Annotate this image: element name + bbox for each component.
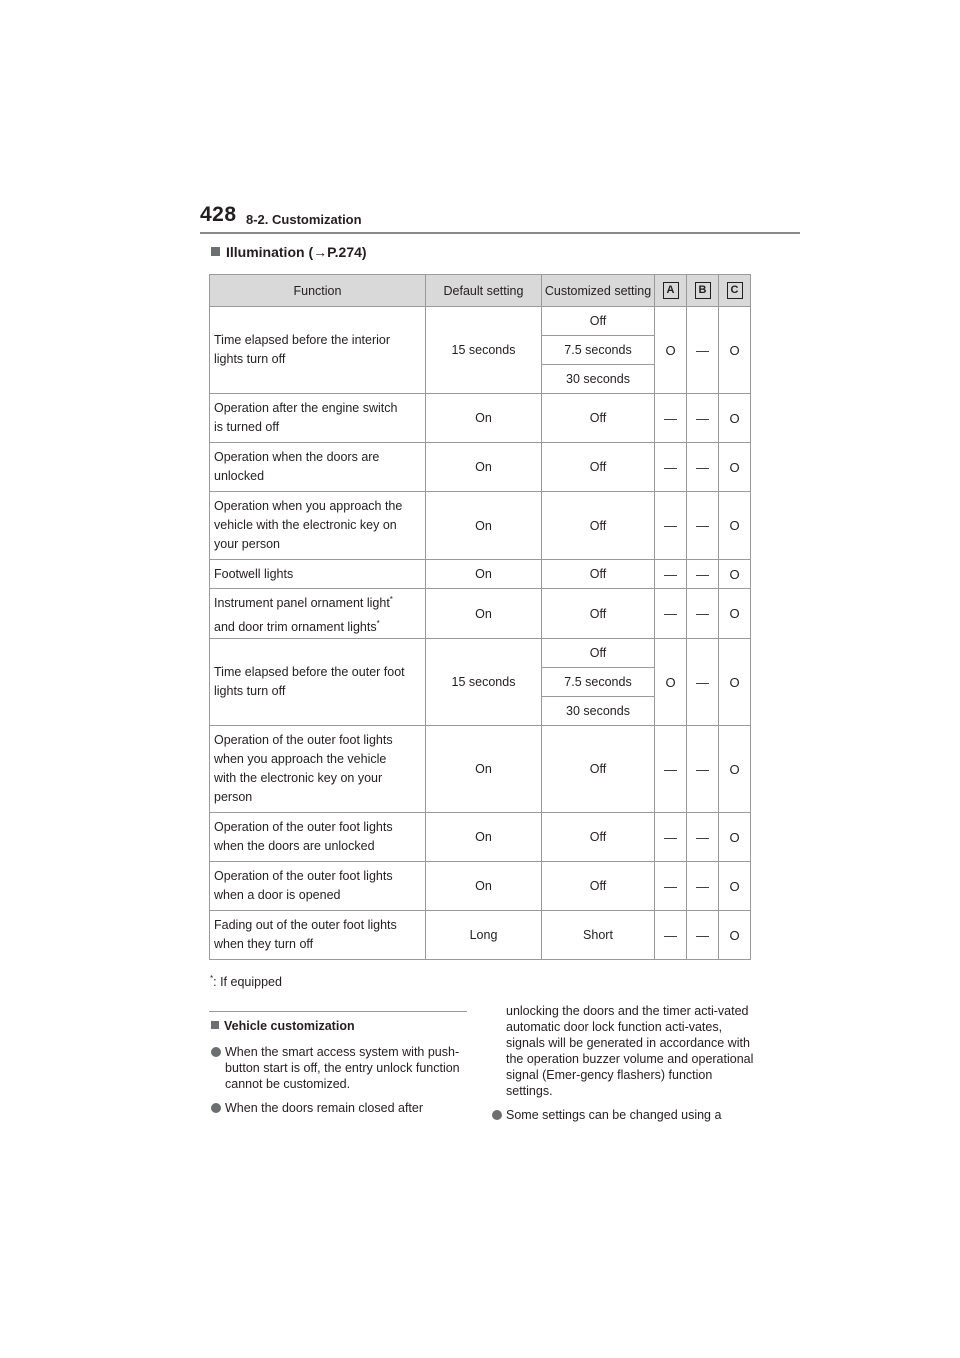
notes-rule: [209, 1011, 467, 1012]
table-row: [210, 589, 751, 639]
default-cell: On: [426, 443, 542, 492]
default-cell: Long: [426, 911, 542, 960]
function-cell: Time elapsed before the interior lights turn off: [210, 307, 426, 394]
function-cell: Operation of the outer foot lights when a door is opened: [210, 862, 426, 911]
option-cell: Off: [542, 560, 655, 589]
table-row: [210, 862, 751, 911]
option-cell: Off: [542, 813, 655, 862]
c-cell: O: [719, 443, 751, 492]
c-cell: O: [719, 394, 751, 443]
note-bullet: Some settings can be changed using a: [492, 1107, 757, 1123]
b-cell: —: [687, 492, 719, 560]
option-cell: Off: [542, 589, 655, 639]
table-row: [210, 639, 751, 668]
header-c: [719, 275, 751, 307]
b-cell: —: [687, 443, 719, 492]
c-cell: O: [719, 862, 751, 911]
c-cell: O: [719, 726, 751, 813]
function-cell: Time elapsed before the outer foot lights turn off: [210, 639, 426, 726]
default-cell: 15 seconds: [426, 639, 542, 726]
table-row: [210, 307, 751, 336]
notes-left-column: [211, 1018, 473, 1124]
table-row: [210, 443, 751, 492]
b-box: B: [695, 282, 711, 299]
option-cell: Short: [542, 911, 655, 960]
note-bullet: When the doors remain closed after: [211, 1100, 473, 1116]
a-box: A: [663, 282, 679, 299]
b-cell: —: [687, 307, 719, 394]
header-default-setting: Default setting: [426, 275, 542, 307]
default-cell: On: [426, 726, 542, 813]
function-cell: Operation after the engine switch is turned off: [210, 394, 426, 443]
a-cell: O: [655, 639, 687, 726]
a-cell: —: [655, 443, 687, 492]
footnote: [210, 974, 282, 989]
option-cell: 30 seconds: [542, 365, 655, 394]
option-cell: Off: [542, 394, 655, 443]
c-cell: O: [719, 589, 751, 639]
bullet-dot-icon: [211, 1047, 221, 1057]
header-rule: [200, 232, 800, 234]
footnote-mark: *: [210, 974, 214, 983]
b-cell: —: [687, 726, 719, 813]
function-cell: Operation of the outer foot lights when the doors are unlocked: [210, 813, 426, 862]
footnote-text: : If equipped: [213, 975, 282, 990]
option-cell: Off: [542, 307, 655, 336]
asterisk-mark: *: [376, 618, 380, 628]
section-title: 8-2. Customization: [246, 212, 362, 227]
c-cell: O: [719, 307, 751, 394]
notes-right-column: [492, 1003, 757, 1131]
note-bullet: When the smart access system with push-button start is off, the entry unlock function cannot be customized.: [211, 1044, 473, 1092]
option-cell: 30 seconds: [542, 697, 655, 726]
table-row: [210, 813, 751, 862]
a-cell: —: [655, 813, 687, 862]
function-cell: Operation when the doors are unlocked: [210, 443, 426, 492]
header-a: [655, 275, 687, 307]
table-row: [210, 726, 751, 813]
default-cell: On: [426, 813, 542, 862]
option-cell: 7.5 seconds: [542, 668, 655, 697]
b-cell: —: [687, 560, 719, 589]
function-cell: Fading out of the outer foot lights when they turn off: [210, 911, 426, 960]
a-cell: —: [655, 726, 687, 813]
function-cell: Instrument panel ornament light* and door trim ornament lights*: [210, 589, 426, 639]
heading-page-ref[interactable]: P.274): [327, 244, 367, 260]
default-cell: On: [426, 589, 542, 639]
section-heading: [211, 244, 367, 260]
a-cell: —: [655, 492, 687, 560]
square-bullet-icon: [211, 1021, 219, 1029]
table-row: [210, 394, 751, 443]
option-cell: Off: [542, 443, 655, 492]
function-cell: Operation when you approach the vehicle with the electronic key on your person: [210, 492, 426, 560]
b-cell: —: [687, 911, 719, 960]
header-customized-setting: Customized setting: [542, 275, 655, 307]
heading-title: Illumination (: [226, 244, 314, 260]
a-cell: O: [655, 307, 687, 394]
table-header-row: [210, 275, 751, 307]
a-cell: —: [655, 560, 687, 589]
page-number: 428: [200, 203, 237, 226]
table-row: [210, 560, 751, 589]
default-cell: On: [426, 394, 542, 443]
option-cell: Off: [542, 639, 655, 668]
c-cell: O: [719, 639, 751, 726]
notes-heading: Vehicle customization: [211, 1018, 473, 1034]
c-cell: O: [719, 911, 751, 960]
a-cell: —: [655, 589, 687, 639]
table-row: [210, 911, 751, 960]
asterisk-mark: *: [389, 595, 393, 605]
b-cell: —: [687, 862, 719, 911]
square-bullet-icon: [211, 247, 220, 256]
header-function: Function: [210, 275, 426, 307]
b-cell: —: [687, 589, 719, 639]
a-cell: —: [655, 911, 687, 960]
option-cell: Off: [542, 492, 655, 560]
default-cell: 15 seconds: [426, 307, 542, 394]
a-cell: —: [655, 862, 687, 911]
bullet-dot-icon: [211, 1103, 221, 1113]
b-cell: —: [687, 813, 719, 862]
settings-table: [209, 274, 751, 960]
c-cell: O: [719, 813, 751, 862]
c-cell: O: [719, 560, 751, 589]
table-row: [210, 492, 751, 560]
option-cell: Off: [542, 726, 655, 813]
c-box: C: [727, 282, 743, 299]
function-cell: Operation of the outer foot lights when you approach the vehicle with the electronic key on your person: [210, 726, 426, 813]
page-header: [200, 203, 800, 235]
default-cell: On: [426, 492, 542, 560]
note-bullet-continued: unlocking the doors and the timer acti-vated automatic door lock function acti-vates, signals will be generated in accordance with the operation buzzer volume and operational signal (Emer-gency flashers) function settings.: [506, 1004, 754, 1098]
c-cell: O: [719, 492, 751, 560]
b-cell: —: [687, 394, 719, 443]
option-cell: Off: [542, 862, 655, 911]
bullet-dot-icon: [492, 1110, 502, 1120]
default-cell: On: [426, 560, 542, 589]
default-cell: On: [426, 862, 542, 911]
a-cell: —: [655, 394, 687, 443]
arrow-icon: →: [313, 244, 328, 260]
option-cell: 7.5 seconds: [542, 336, 655, 365]
header-b: [687, 275, 719, 307]
function-cell: Footwell lights: [210, 560, 426, 589]
b-cell: —: [687, 639, 719, 726]
